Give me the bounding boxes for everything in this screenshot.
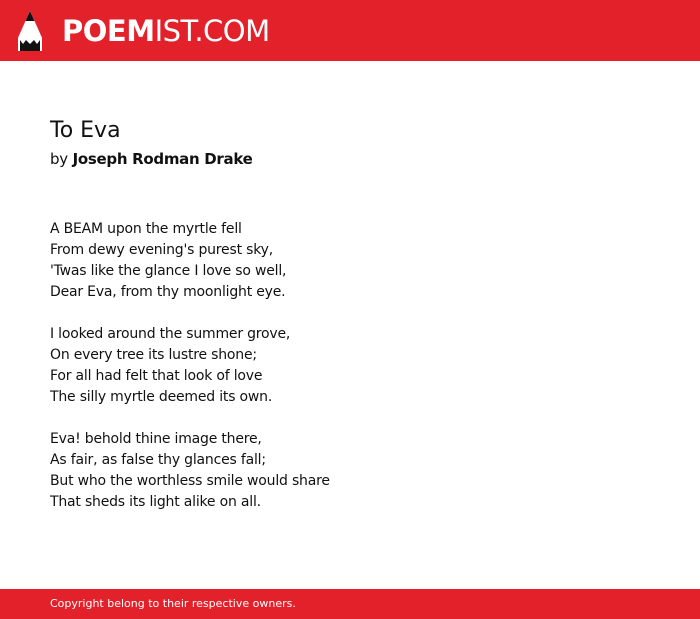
poem-line: I looked around the summer grove,: [50, 326, 291, 342]
author-name[interactable]: Joseph Rodman Drake: [72, 150, 253, 168]
poem-body: [50, 219, 650, 534]
poem-line: As fair, as false thy glances fall;: [50, 452, 266, 468]
site-logo[interactable]: [62, 12, 270, 50]
stanza: [50, 429, 650, 513]
poem-title: To Eva: [50, 118, 121, 143]
copyright-text: Copyright belong to their respective owners.: [50, 597, 296, 610]
stanza: [50, 324, 650, 408]
byline: [50, 148, 252, 170]
pencil-icon[interactable]: [16, 10, 44, 52]
by-label: by: [50, 150, 68, 168]
poem-line: A BEAM upon the myrtle fell: [50, 221, 242, 237]
site-footer: [0, 589, 700, 619]
poem-line: Eva! behold thine image there,: [50, 431, 262, 447]
stanza: [50, 219, 650, 303]
poem-line: 'Twas like the glance I love so well,: [50, 263, 287, 279]
site-header: [0, 0, 700, 61]
poem-line: For all had felt that look of love: [50, 368, 263, 384]
poem-line: Dear Eva, from thy moonlight eye.: [50, 284, 286, 300]
poem-line: But who the worthless smile would share: [50, 473, 330, 489]
poem-line: That sheds its light alike on all.: [50, 494, 261, 510]
poem-line: From dewy evening's purest sky,: [50, 242, 273, 258]
poem-line: The silly myrtle deemed its own.: [50, 389, 273, 405]
logo-light-text: IST.COM: [154, 14, 270, 48]
poem-line: On every tree its lustre shone;: [50, 347, 257, 363]
logo-bold-text: POEM: [62, 14, 155, 48]
